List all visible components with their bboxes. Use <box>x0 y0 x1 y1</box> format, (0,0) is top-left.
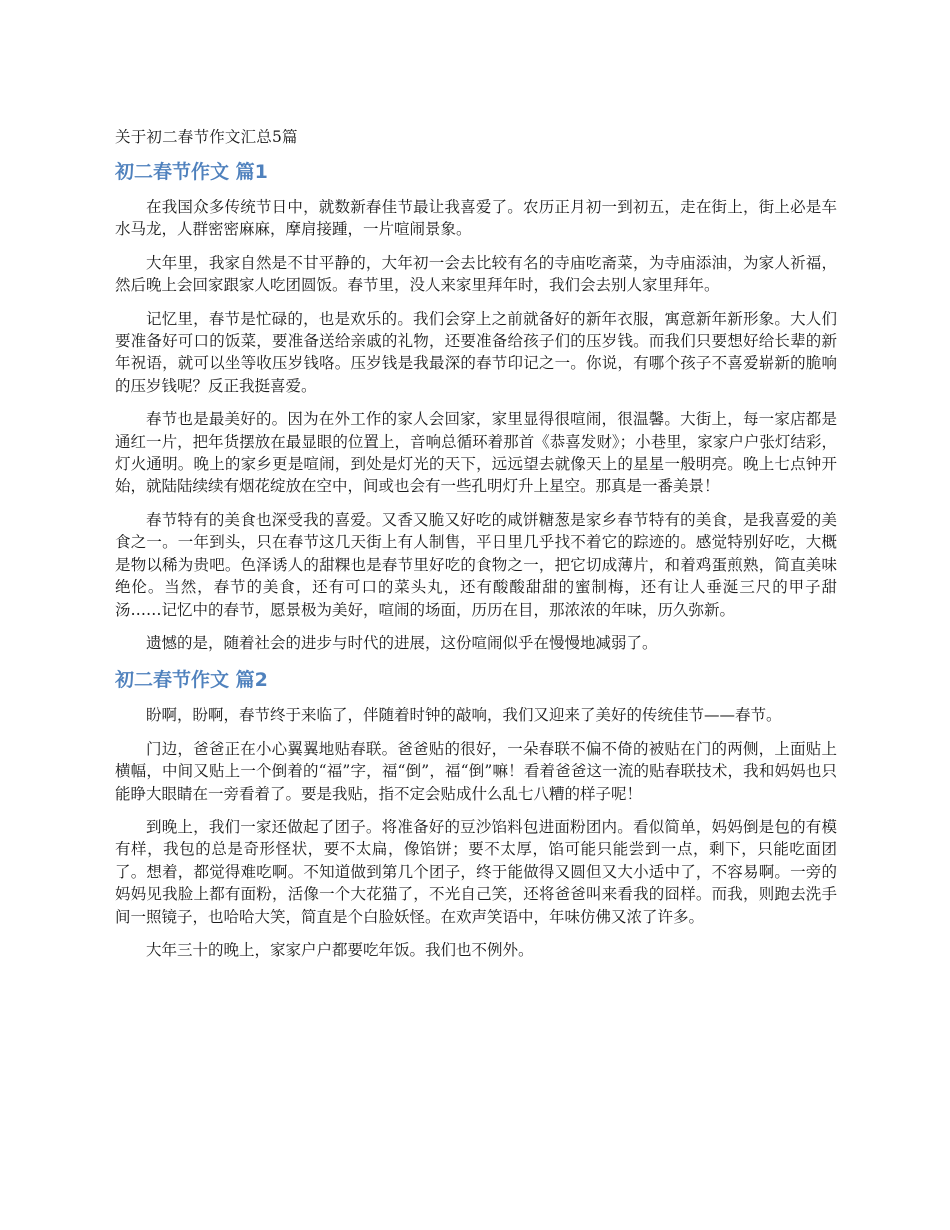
section-heading-1: 初二春节作文 篇1 <box>115 161 268 183</box>
document-page <box>115 124 837 972</box>
paragraph: 到晚上，我们一家还做起了团子。将准备好的豆沙馅料包进面粉团内。看似简单，妈妈倒是包的有模有样，我包的总是奇形怪状，要不太扁，像馅饼；要不太厚，馅可能只能尝到一点，剩下，只能吃面团了。想着，都觉得难吃啊。不知道做到第几个团子，终于能做得又圆但又大小适中了，不容易啊。一旁的妈妈见我脸上都有面粉，活像一个大花猫了，不光自己笑，还将爸爸叫来看我的囧样。而我，则跑去洗手间一照镜子，也哈哈大笑，简直是个白脸妖怪。在欢声笑语中，年味仿佛又浓了许多。 <box>115 817 837 926</box>
paragraph: 春节也是最美好的。因为在外工作的家人会回家，家里显得很喧闹，很温馨。大街上，每一家店都是通红一片，把年货摆放在最显眼的位置上，音响总循环着那首《恭喜发财》；小巷里，家家户户张灯结彩，灯火通明。晚上的家乡更是喧闹，到处是灯光的天下，远远望去就像天上的星星一般明亮。晚上七点钟开始，就陆陆续续有烟花绽放在空中，间或也会有一些孔明灯升上星空。那真是一番美景！ <box>115 410 837 496</box>
essay-section-2 <box>115 666 837 961</box>
paragraph: 记忆里，春节是忙碌的，也是欢乐的。我们会穿上之前就备好的新年衣服，寓意新年新形象。大人们要准备好可口的饭菜，要准备送给亲戚的礼物，还要准备给孩子们的压岁钱。而我们只要想好给长辈的新年祝语，就可以坐等收压岁钱咯。压岁钱是我最深的春节印记之一。你说，有哪个孩子不喜爱崭新的脆响的压岁钱呢？反正我挺喜爱。 <box>115 309 837 395</box>
paragraph: 门边，爸爸正在小心翼翼地贴春联。爸爸贴的很好，一朵春联不偏不倚的被贴在门的两侧，上面贴上横幅，中间又贴上一个倒着的“福”字，福“倒”，福“倒”嘛！看着爸爸这一流的贴春联技术，我和妈妈也只能睁大眼睛在一旁看着了。要是我贴，指不定会贴成什么乱七八糟的样子呢！ <box>115 739 837 803</box>
essay-section-1 <box>115 158 837 654</box>
paragraph: 大年里，我家自然是不甘平静的，大年初一会去比较有名的寺庙吃斋菜，为寺庙添油，为家人祈福，然后晚上会回家跟家人吃团圆饭。春节里，没人来家里拜年时，我们会去别人家里拜年。 <box>115 253 837 295</box>
paragraph: 盼啊，盼啊，春节终于来临了，伴随着时钟的敲响，我们又迎来了美好的传统佳节——春节。 <box>146 706 782 725</box>
paragraph: 大年三十的晚上，家家户户都要吃年饭。我们也不例外。 <box>146 940 534 959</box>
paragraph: 春节特有的美食也深受我的喜爱。又香又脆又好吃的咸饼糖葱是家乡春节特有的美食，是我喜爱的美食之一。一年到头，只在春节这几天街上有人制售，平日里几乎找不着它的踪迹的。感觉特别好吃，大概是物以稀为贵吧。色泽诱人的甜粿也是春节里好吃的食物之一，把它切成薄片，和着鸡蛋煎熟，简直美味绝伦。当然，春节的美食，还有可口的菜头丸，还有酸酸甜甜的蜜制梅，还有让人垂涎三尺的甲子甜汤……记忆中的春节，愿景极为美好，喧闹的场面，历历在目，那浓浓的年味，历久弥新。 <box>115 510 837 619</box>
section-heading-2: 初二春节作文 篇2 <box>115 669 268 692</box>
document-title: 关于初二春节作文汇总5篇 <box>115 128 298 146</box>
paragraph: 在我国众多传统节日中，就数新春佳节最让我喜爱了。农历正月初一到初五，走在街上，街上必是车水马龙，人群密密麻麻，摩肩接踵，一片喧闹景象。 <box>115 198 837 239</box>
paragraph: 遗憾的是，随着社会的进步与时代的进展，这份喧闹似乎在慢慢地减弱了。 <box>146 633 658 652</box>
